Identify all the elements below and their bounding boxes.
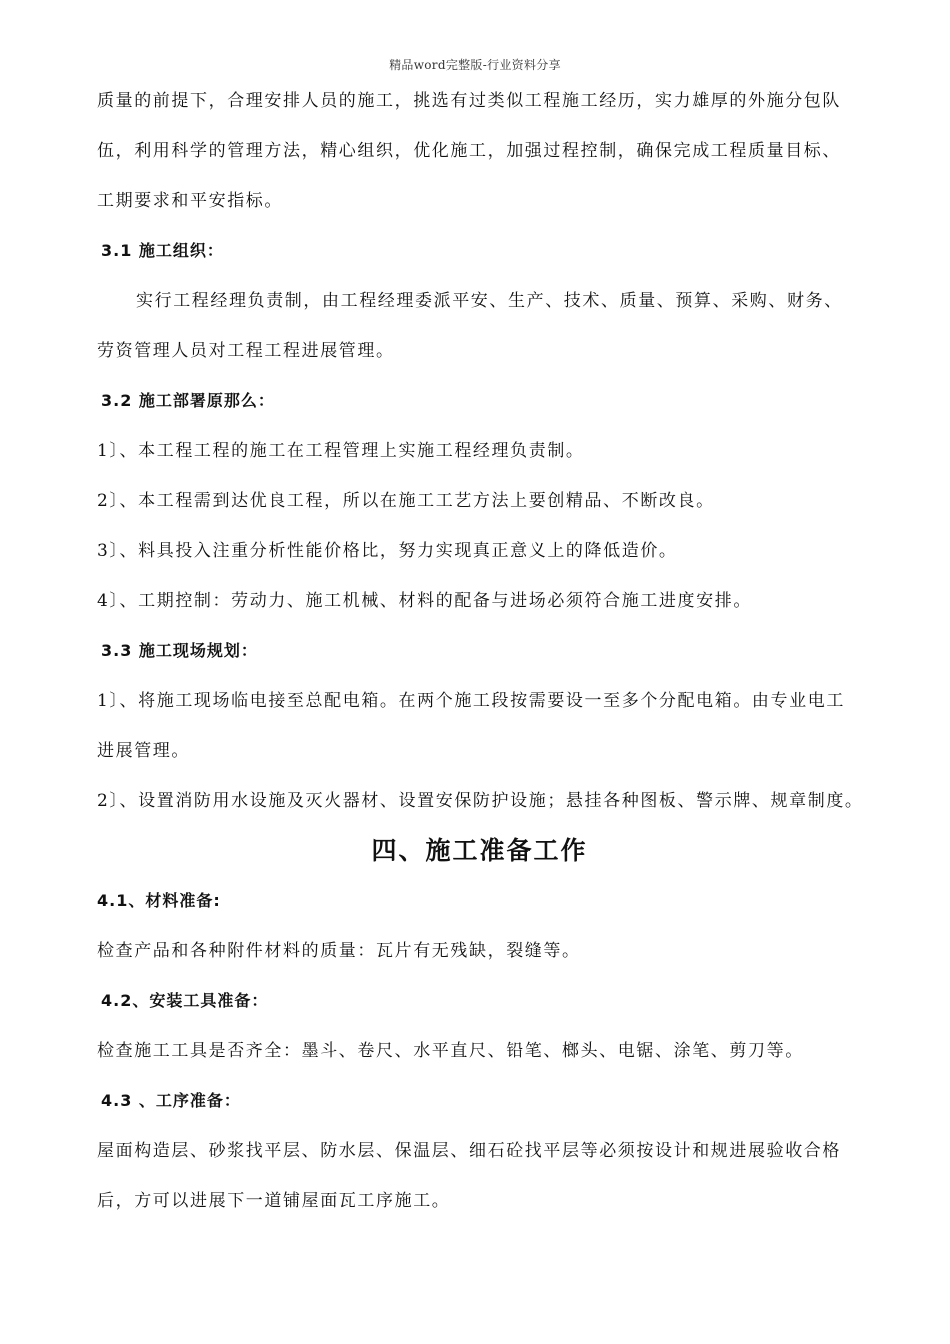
intro-line-2: 伍，利用科学的管理方法，精心组织，优化施工，加强过程控制，确保完成工程质量目标、: [97, 141, 841, 161]
section-4-2-heading: 4.2、安装工具准备：: [101, 991, 269, 1010]
chapter-4-title: 四、施工准备工作: [371, 836, 588, 865]
section-3-2-item-2: 2〕、本工程需到达优良工程，所以在施工工艺方法上要创精品、不断改良。: [97, 491, 715, 511]
section-3-1-line-1: 实行工程经理负责制，由工程经理委派平安、生产、技术、质量、预算、采购、财务、: [136, 291, 843, 311]
section-3-2-item-3: 3〕、料具投入注重分析性能价格比，努力实现真正意义上的降低造价。: [97, 541, 678, 561]
section-4-3-line-1: 屋面构造层、砂浆找平层、防水层、保温层、细石砼找平层等必须按设计和规进展验收合格: [97, 1141, 841, 1161]
section-4-3-line-2: 后，方可以进展下一道铺屋面瓦工序施工。: [97, 1191, 451, 1211]
section-3-3-line-1: 1〕、将施工现场临电接至总配电箱。在两个施工段按需要设一至多个分配电箱。由专业电工: [97, 691, 845, 711]
section-3-3-line-2: 进展管理。: [97, 741, 190, 761]
document-body: [97, 76, 862, 1226]
section-3-2-heading: 3.2 施工部署原那么：: [101, 391, 275, 410]
section-3-2-item-4: 4〕、工期控制：劳动力、施工机械、材料的配备与进场必须符合施工进度安排。: [97, 591, 752, 611]
intro-line-3: 工期要求和平安指标。: [97, 191, 283, 211]
section-4-1-heading: 4.1、材料准备:: [97, 891, 221, 910]
section-4-1-text: 检查产品和各种附件材料的质量：瓦片有无残缺，裂缝等。: [97, 941, 581, 961]
page-header: 精品word完整版-行业资料分享: [389, 58, 561, 72]
section-3-3-heading: 3.3 施工现场规划：: [101, 641, 258, 660]
section-4-2-text: 检查施工工具是否齐全：墨斗、卷尺、水平直尺、铅笔、榔头、电锯、涂笔、剪刀等。: [97, 1041, 804, 1061]
section-3-1-line-2: 劳资管理人员对工程工程进展管理。: [97, 341, 395, 361]
section-3-2-item-1: 1〕、本工程工程的施工在工程管理上实施工程经理负责制。: [97, 441, 585, 461]
intro-line-1: 质量的前提下，合理安排人员的施工，挑选有过类似工程施工经历，实力雄厚的外施分包队: [97, 91, 841, 111]
section-3-1-heading: 3.1 施工组织：: [101, 241, 224, 260]
section-4-3-heading: 4.3 、工序准备：: [101, 1091, 241, 1110]
section-3-3-line-3: 2〕、设置消防用水设施及灭火器材、设置安保防护设施；悬挂各种图板、警示牌、规章制度。: [97, 791, 864, 811]
